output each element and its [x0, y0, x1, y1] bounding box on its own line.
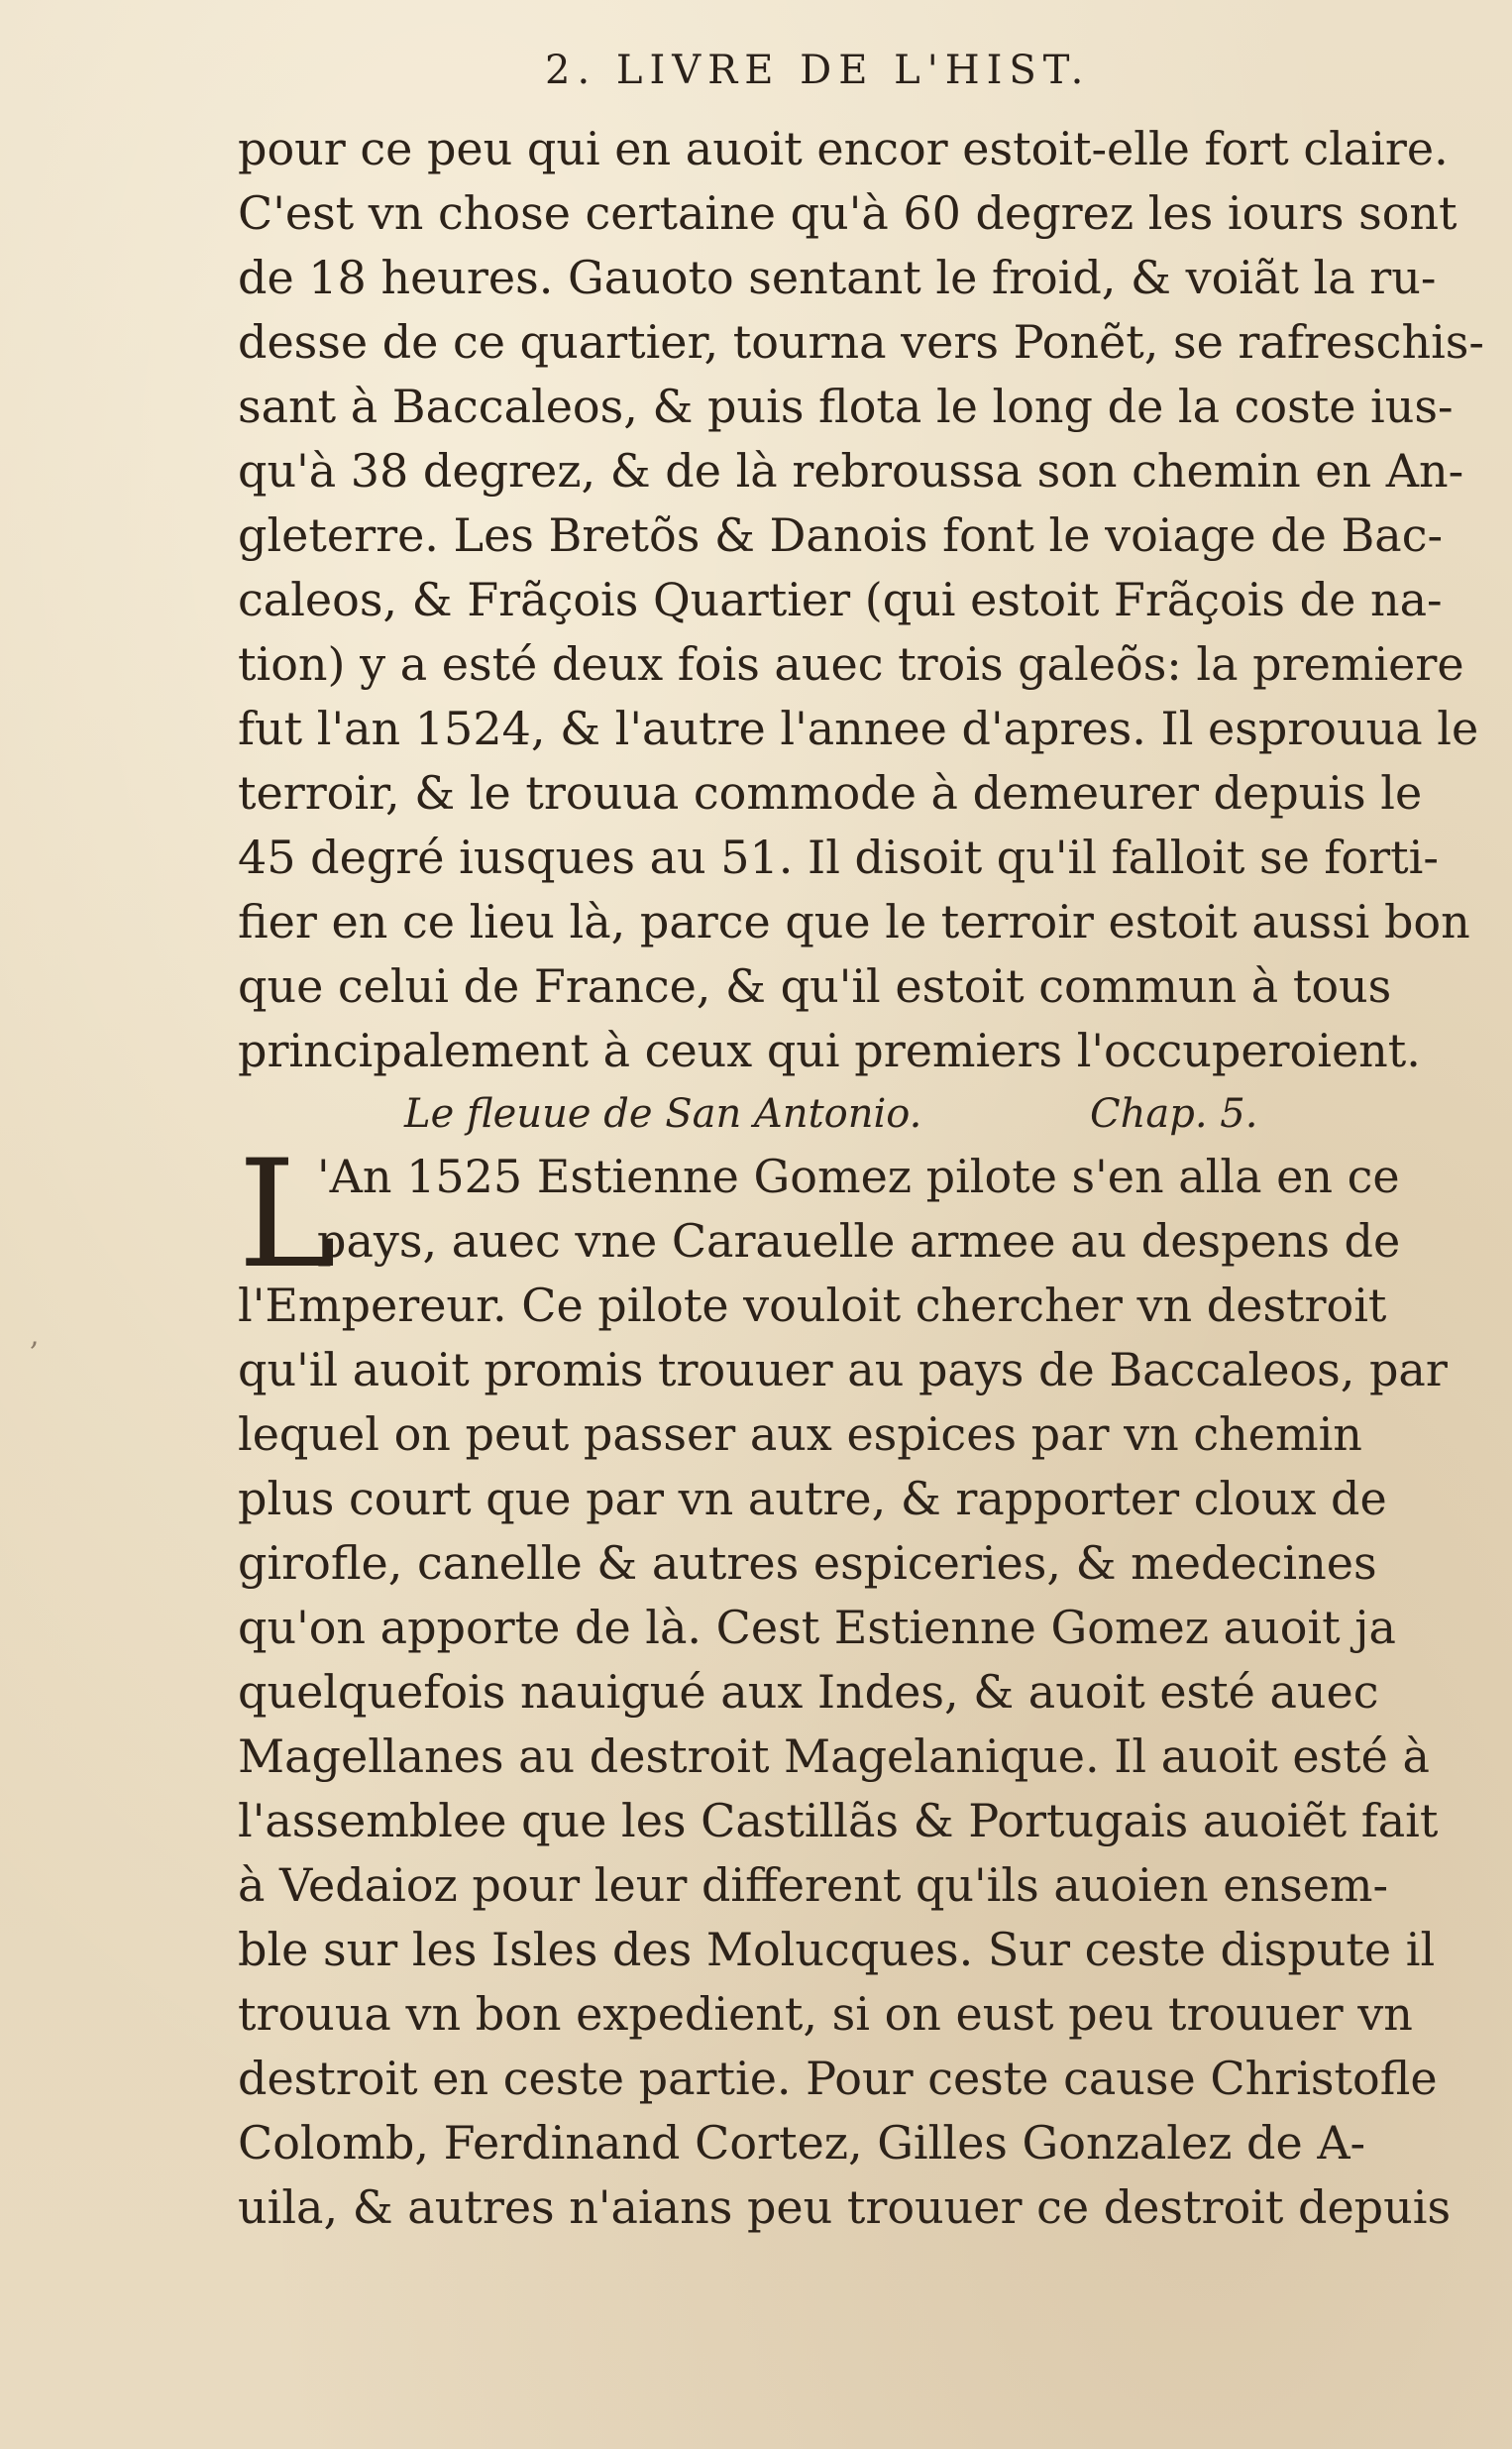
text-line: que celui de France, & qu'il estoit commun à tous: [238, 959, 1392, 1013]
margin-mark: ,: [30, 1318, 40, 1353]
chapter-heading: [238, 1083, 1466, 1145]
text-line: gleterre. Les Bretõs & Danois font le voiage de Bac-: [238, 508, 1444, 562]
text-line: tion) y a esté deux fois auec trois galeõs: la premiere: [238, 637, 1464, 691]
text-line: 'An 1525 Estienne Gomez pilote s'en alla en ce: [317, 1150, 1400, 1203]
text-line: 45 degré iusques au 51. Il disoit qu'il falloit se forti-: [238, 831, 1439, 884]
body-text: [238, 117, 1484, 2240]
text-line: Colomb, Ferdinand Cortez, Gilles Gonzalez de A-: [238, 2116, 1366, 2170]
text-line: caleos, & Frãçois Quartier (qui estoit Frãçois de na-: [238, 573, 1443, 626]
text-line: C'est vn chose certaine qu'à 60 degrez les iours sont: [238, 186, 1458, 240]
text-line: de 18 heures. Gauoto sentant le froid, & voiãt la ru-: [238, 251, 1437, 304]
text-line: pays, auec vne Carauelle armee au despens de: [317, 1214, 1401, 1268]
text-line: lequel on peut passer aux espices par vn chemin: [238, 1407, 1362, 1461]
text-line: uila, & autres n'aians peu trouuer ce destroit depuis: [238, 2180, 1452, 2234]
text-line: terroir, & le trouua commode à demeurer depuis le: [238, 766, 1423, 820]
text-line: plus court que par vn autre, & rapporter cloux de: [238, 1472, 1387, 1525]
text-line: fier en ce lieu là, parce que le terroir estoit aussi bon: [238, 895, 1470, 948]
chapter-paragraph: [238, 1129, 1466, 2240]
text-line: l'Empereur. Ce pilote vouloit chercher vn destroit: [238, 1279, 1387, 1332]
text-line: à Vedaioz pour leur different qu'ils auoien ensem-: [238, 1858, 1389, 1912]
text-line: fut l'an 1524, & l'autre l'annee d'apres. Il esprouua le: [238, 702, 1479, 755]
text-line: pour ce peu qui en auoit encor estoit-elle fort claire.: [238, 122, 1449, 175]
text-line: desse de ce quartier, tourna vers Ponẽt, se rafreschis-: [238, 315, 1484, 369]
text-line: l'assemblee que les Castillãs & Portugais auoiẽt fait: [238, 1794, 1439, 1847]
drop-initial: L: [238, 1129, 337, 1301]
text-line: sant à Baccaleos, & puis flota le long de la coste ius-: [238, 380, 1454, 433]
text-line: qu'on apporte de là. Cest Estienne Gomez auoit ja: [238, 1601, 1396, 1654]
running-head: 2. LIVRE DE L'HIST.: [545, 48, 1091, 93]
text-line: trouua vn bon expedient, si on eust peu trouuer vn: [238, 1987, 1413, 2041]
chapter-number: Chap. 5.: [1090, 1091, 1258, 1137]
text-line: girofle, canelle & autres espiceries, & medecines: [238, 1536, 1377, 1590]
text-line: principalement à ceux qui premiers l'occuperoient.: [238, 1024, 1421, 1077]
text-line: qu'à 38 degrez, & de là rebroussa son chemin en An-: [238, 444, 1464, 498]
text-line: qu'il auoit promis trouuer au pays de Baccaleos, par: [238, 1343, 1448, 1396]
opening-paragraph: [238, 117, 1484, 1083]
text-line: destroit en ceste partie. Pour ceste cause Christofle: [238, 2052, 1438, 2105]
text-line: ble sur les Isles des Molucques. Sur ceste dispute il: [238, 1923, 1436, 1976]
text-line: Magellanes au destroit Magelanique. Il auoit esté à: [238, 1729, 1430, 1783]
text-line: quelquefois nauigué aux Indes, & auoit esté auec: [238, 1665, 1379, 1719]
chapter-title: Le fleuue de San Antonio.: [404, 1091, 922, 1137]
